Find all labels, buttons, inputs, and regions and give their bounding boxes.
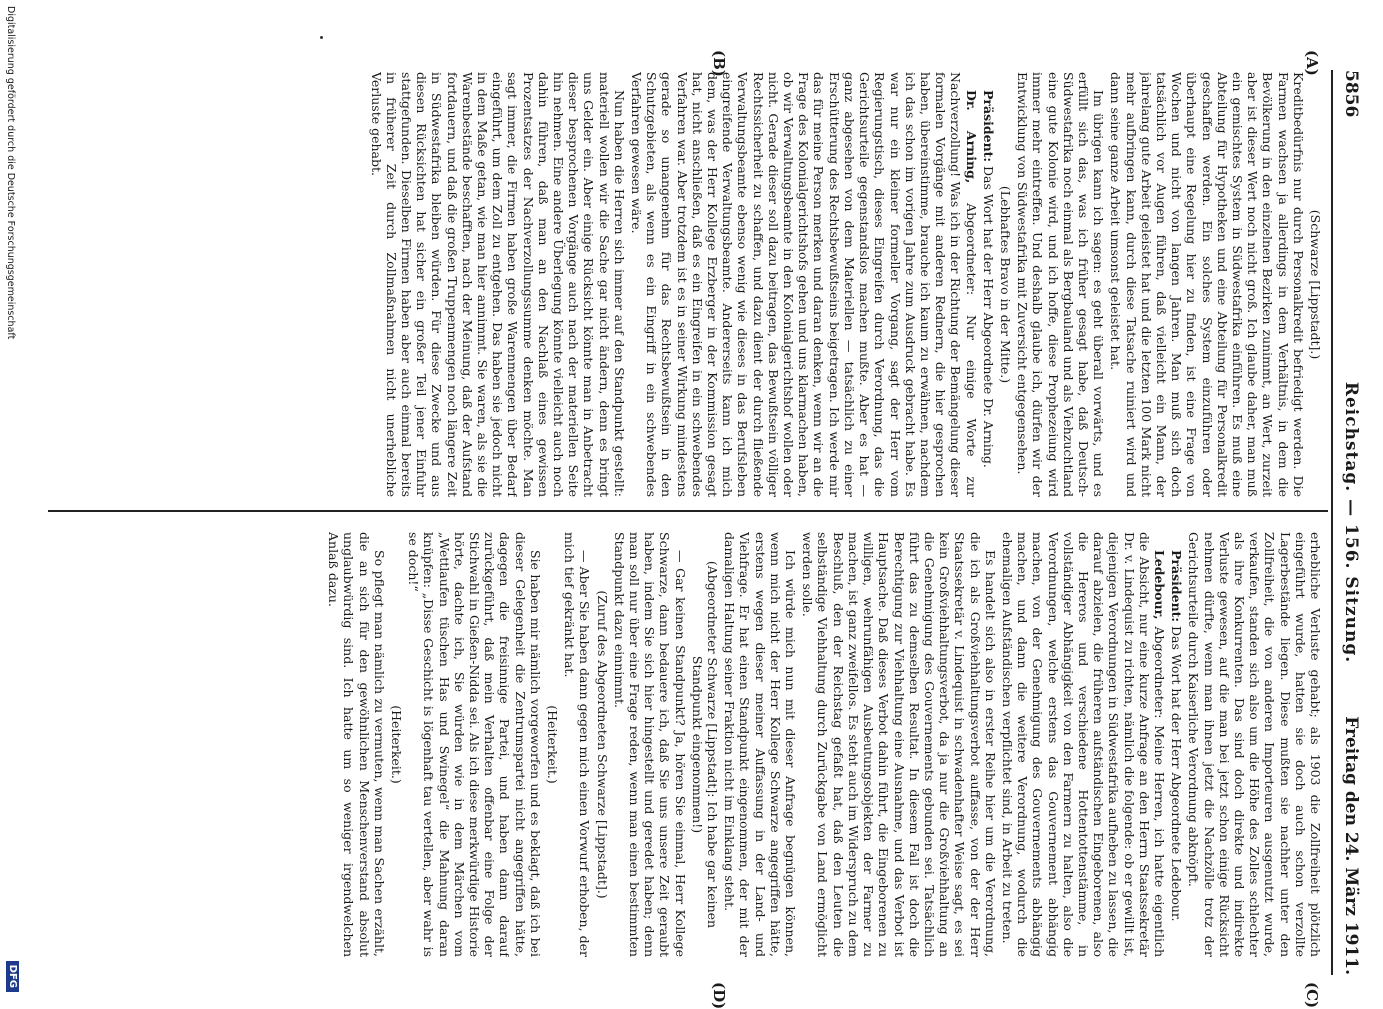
laughter-note: (Heiterkeit.) [545, 705, 561, 784]
speech-text: Das Wort hat der Herr Abgeordnete Dr. Arning. [980, 166, 996, 468]
digitization-footer [1, 0, 21, 1000]
applause-note: (Lebhaftes Bravo in der Mitte.) [997, 185, 1013, 384]
header-rule [1331, 70, 1333, 975]
funding-credit: Digitalisierung gefördert durch die Deutsche Forschungsgemeinschaft [5, 6, 16, 340]
page-number: 5856 [1341, 70, 1361, 118]
margin-mark-d: (D) [710, 982, 728, 1009]
page-title: Reichstag. — 156. Sitzung. [1341, 381, 1361, 664]
interjection: (Abgeordneter Schwarze [Lippstadt]: Ich habe gar keinen Standpunkt eingenommen!) [689, 560, 721, 929]
paragraph: Es handelt sich also in erster Reihe hier um die Verordnung, die ich als Großviehhaltungsverbot auffasse, von der der Herr Staatssekretär v. Lindequist in schwadenhafter Weise sagt, es sei kein Großviehhaltungsverbot, da ja nur die Großviehhaltung an die Genehmigung des Gouvernements gebunden sei. Tatsächlich führt das zu demselben Resultat. In diesem Fall ist doch die Berechtigung zur Viehhaltung eine Ausnahme, und das Verbot ist Hauptsache. Daß dieses Verbot dahin führt, die Eingeborenen zu willigen, wehrunfähigen Ausbeutungsobjekten der Farmer zu machen, ist ganz zweifellos. Es steht auch im Widerspruch zu dem Beschluß, den der Reichstag gefaßt hat, daß den Leuten die selbständige Viehhaltung durch Zurückgabe von Land ermöglicht werden solle. [800, 532, 998, 957]
speaker-note: (Schwarze [Lippstadt].) [1308, 209, 1323, 360]
paragraph: Kreditbedürfnis nur durch Personalkredit befriedigt werden. Die Farmen wachsen ja allerdings in dem Verhältnis, in dem die Bevölkerung in den einzelnen Bezirken zunimmt, an Wert, zurzeit aber ist dieser Wert noch nicht groß. Ich glaube daher, man muß ein gemischtes System in Südwestafrika einführen. Es muß eine Abteilung für Hypotheken und eine Abteilung für Personalkredit geschaffen werden. Ein solches System einzuführen oder überhaupt eine Regelung hier zu finden, ist eine Frage von Wochen und nicht von langen Jahren. Man muß sich doch tatsächlich vor Augen führen, daß vielleicht ein Mann, der jahrelang gute Arbeit geleistet hat und die letzten 100 Mark nicht mehr aufbringen kann, durch diese Tatsache ruiniert wird und dann seine ganze Arbeit umsonst geleistet hat. [1108, 72, 1306, 497]
page-header [1335, 70, 1365, 975]
speech-text: Abgeordneter: Nur einige Worte zur Nachverzollung! Was ich in der Richtung der Bemängelung dieser formalen Vorgänge mit anderen Rednern, die hier gesprochen haben, übereinstimme, brauche ich kaum zu erwähnen, nachdem ich das schon im vorigen Jahre zum Ausdruck gebracht habe. Es war nur ein kleiner formeller Vorgang, sagt der Herr vom Regierungstisch, dieses Eingreifen durch Verordnung, das die Gerichtsurteile gegenstandslos machen mußte. Aber es hat — ganz abgesehen von dem Materiellen — tatsächlich zu einer Erschütterung des Rechtsbewußtseins beigetragen. Ich werde mir das für meine Person merken und daran denken, wenn wir an die Frage des Kolonialgerichtshofs gehen und uns klarmachen haben, ob wir Verwaltungsbeamte in den Kolonialgerichtshof wollen oder nicht. Gerade dieser soll dazu beitragen, das Bewußtsein völliger Rechtssicherheit zu schaffen, und dazu dient der durch fließende Verwaltungsbeamte ebenso wenig wie dieses in das Berufsleben eingreifende Verwaltungsbeamte. Andererseits kann ich mich dem, was der Herr Kollege Erzberger in der Kommission gesagt hat, nicht anschließen, daß es ein Eingreifen in ein schwebendes Verfahren war. Aber trotzdem ist es in seiner Wirkung mindestens gerade so unangenehm für das Rechtsbewußtsein in den Schutzgebieten, als wenn es ein Eingriff in ein schwebendes Verfahren gewesen wäre. [629, 72, 979, 497]
speech-intro [629, 72, 979, 497]
margin-mark-b: (B) [710, 50, 728, 77]
paragraph: — Gar keinen Standpunkt? Ja, hören Sie einmal, Herr Kollege Schwarze, dann bedauere ich, daß Sie uns unsere Zeit geraubt haben, indem Sie sich hier hingestellt und geredet haben; denn man soll nur über eine Frage reden, wenn man einen bestimmten Standpunkt dazu einnimmt. [611, 532, 688, 957]
paragraph: So pflegt man nämlich zu vermuten, wenn man Sachen erzählt, die an sich für den gewöhnlichen Menschenverstand absolut unglaubwürdig sind. Ich hatte um so weniger irgendwelchen Anlaß dazu. [326, 532, 387, 957]
paragraph: — Aber Sie haben dann gegen mich einen Vorwurf erhoben, der mich tief gekränkt hat. [562, 532, 593, 957]
scan-speck [320, 36, 323, 39]
speaker-name: Ledebour, [1151, 550, 1167, 620]
right-column [53, 532, 1323, 957]
speech-intro [1000, 532, 1167, 957]
interjection: (Zuruf des Abgeordneten Schwarze [Lippstadt].) [594, 590, 610, 899]
speech-text: Das Wort hat der Herr Abgeordnete Ledebour. [1169, 626, 1185, 922]
paragraph: Ich würde mich nun mit dieser Anfrage begnügen können, wenn mich nicht der Herr Kollege Schwarze angegriffen hätte, erstens wegen dieser meiner Auffassung in der Land- und Viehfrage. Er hat einen Standpunkt eingenommen, der mit der damaligen Haltung seiner Fraktion nicht im Einklang steht. [722, 532, 799, 957]
speaker-name: Präsident: [1169, 550, 1185, 623]
column-divider [48, 510, 1328, 512]
dfg-logo: DFG [6, 961, 19, 992]
speech-intro [1169, 532, 1184, 957]
paragraph: Sie haben mir nämlich vorgeworfen und es beklagt, daß ich bei dieser Gelegenheit die Zentrumspartei nicht angegriffen hätte, dagegen die freisinnige Partei, und haben dann darauf zurückgeführt, daß mein Verhalten offenbar eine Folge der Stichwahl in Gießen-Nidda sei. Als ich diese merkwürdige Historie hörte, dachte ich, Sie würden wie in dem Märchen vom „Wettlaufen tüschen Has und Swinegel“ die Mahnung daran knüpfen: „Disse Geschicht is lögenhaft tau vertellen, aber wahr is se doch!“ [406, 532, 543, 957]
paragraph: Nun haben die Herren sich immer auf den Standpunkt gestellt: materiell wollen wir die Sache gar nicht ändern, denn es bringt uns Gelder ein. Aber einige Rücksicht könnte man in Anbetracht dieser besprochenen Vorgänge auch nach der materiellen Seite hin nehmen. Eine andere Überlegung könnte vielleicht auch noch dahin führen, daß man an den Nachlaß eines gewissen Prozentsatzes der Nachverzollungssumme denken möchte. Man sagt immer, die Firmen haben große Warenmengen über Bedarf eingeführt, um dem Zoll zu entgehen. Das haben sie jedoch nicht in dem Maße getan, wie man hier annimmt. Sie waren, als sie die Warenbestände beschafften, nach der Meinung, daß der Aufstand fortdauern, und daß die großen Truppenmengen noch längere Zeit in Südwestafrika bleiben würden. Für diese Zwecke und aus diesen Rücksichten hat sicher ein großer Teil jener Einfuhr stattgefunden. Dieselben Firmen haben aber auch einmal bereits in früherer Zeit durch Zollmaßnahmen nicht unerhebliche Verluste gehabt. [368, 72, 627, 497]
speaker-name: Präsident: [980, 90, 996, 163]
paragraph: Im übrigen kann ich sagen: es geht überall vorwärts, und es erfüllt sich das, was ich früher gesagt habe, daß Deutsch-Südwestafrika noch einmal als Bergbauland und als Viehzuchtland eine gute Kolonie wird, und ich hoffe, diese Prophezeiung wird immer mehr eintreffen. Und deshalb glaube ich, dürfen wir der Entwicklung von Südwestafrika mit Zuversicht entgegensehen. [1015, 72, 1107, 497]
left-column [53, 72, 1323, 497]
session-date: Freitag den 24. März 1911. [1341, 716, 1361, 975]
speaker-name: Dr. Arning, [963, 90, 979, 184]
speech-intro [981, 72, 996, 497]
speech-text: Abgeordneter: Meine Herren, ich hatte eigentlich die Absicht, nur eine kurze Anfrage an den Herrn Staatssekretär Dr. v. Lindequist zu richten, nämlich die folgende: ob er gewillt ist, diejenigen Verordnungen in Südwestafrika aufheben zu lassen, die darauf abzielen, die früheren aufständischen Eingeborenen, also die Hereros und verschiedene Hottentottenstämme, in vollständiger Abhängigkeit von den Farmern zu halten, also die Verordnungen, welche erstens das Gouvernement abhängig machen, von der Genehmigung des Gouvernements abhängig machen, und dann die weitere Verordnung, wodurch die ehemaligen Aufständischen verpflichtet sind, in Arbeit zu treten. [999, 532, 1167, 957]
margin-mark-c: (C) [1303, 982, 1321, 1009]
laughter-note: (Heiterkeit.) [389, 705, 405, 784]
paragraph: erhebliche Verluste gehabt; als 1903 die Zollfreiheit plötzlich eingeführt wurde, hatten sie doch auch schon verzollte Lagerbestände liegen. Diese mußten sie nachher unter den Zollfreiheit, die von anderen Importeuren ausgenutzt wurde, verkaufen, standen sich also um die Höhe des Zolles schlechter als ihre Konkurrenten. Das sind doch direkte und indirekte Verluste gewesen, auf die man bei jetzt schon einige Rücksicht nehmen dürfte, wenn man ihnen jetzt die Nachzölle trotz der Gerichtsurteile durch Kaiserliche Verordnung abknöpft. [1186, 532, 1323, 957]
margin-mark-a: (A) [1303, 50, 1321, 76]
